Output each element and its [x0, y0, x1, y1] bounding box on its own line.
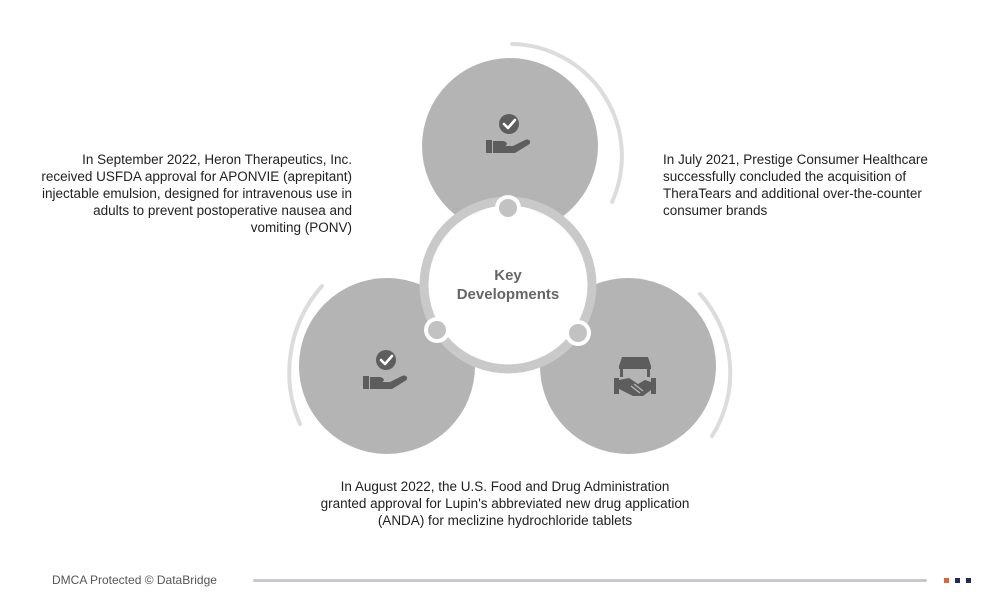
ring-connector-left	[424, 317, 450, 343]
footer-dot-navy	[955, 578, 960, 583]
ring-connector-right	[565, 320, 591, 346]
footer-copyright: DMCA Protected © DataBridge	[52, 573, 217, 587]
footer-dot-navy	[966, 578, 971, 583]
development-note-september-2022: In September 2022, Heron Therapeutics, Inc. received USFDA approval for APONVIE (aprepitant) injectable emulsion, designed for intravenous use in adults to prevent postoperative nausea and vomiting (PONV)	[41, 152, 352, 235]
footer-divider	[253, 579, 927, 582]
center-title-line2: Developments	[456, 286, 560, 303]
development-note-july-2021: In July 2021, Prestige Consumer Healthcare successfully concluded the acquisition of TheraTears and additional over-the-counter consumer brands	[663, 152, 928, 218]
center-title-line1: Key	[494, 267, 522, 284]
ring-connector-top	[495, 195, 521, 221]
development-note-august-2022: In August 2022, the U.S. Food and Drug Administration granted approval for Lupin's abbreviated new drug application (ANDA) for meclizine hydrochloride tablets	[320, 479, 690, 528]
footer-dot-orange	[944, 578, 949, 583]
